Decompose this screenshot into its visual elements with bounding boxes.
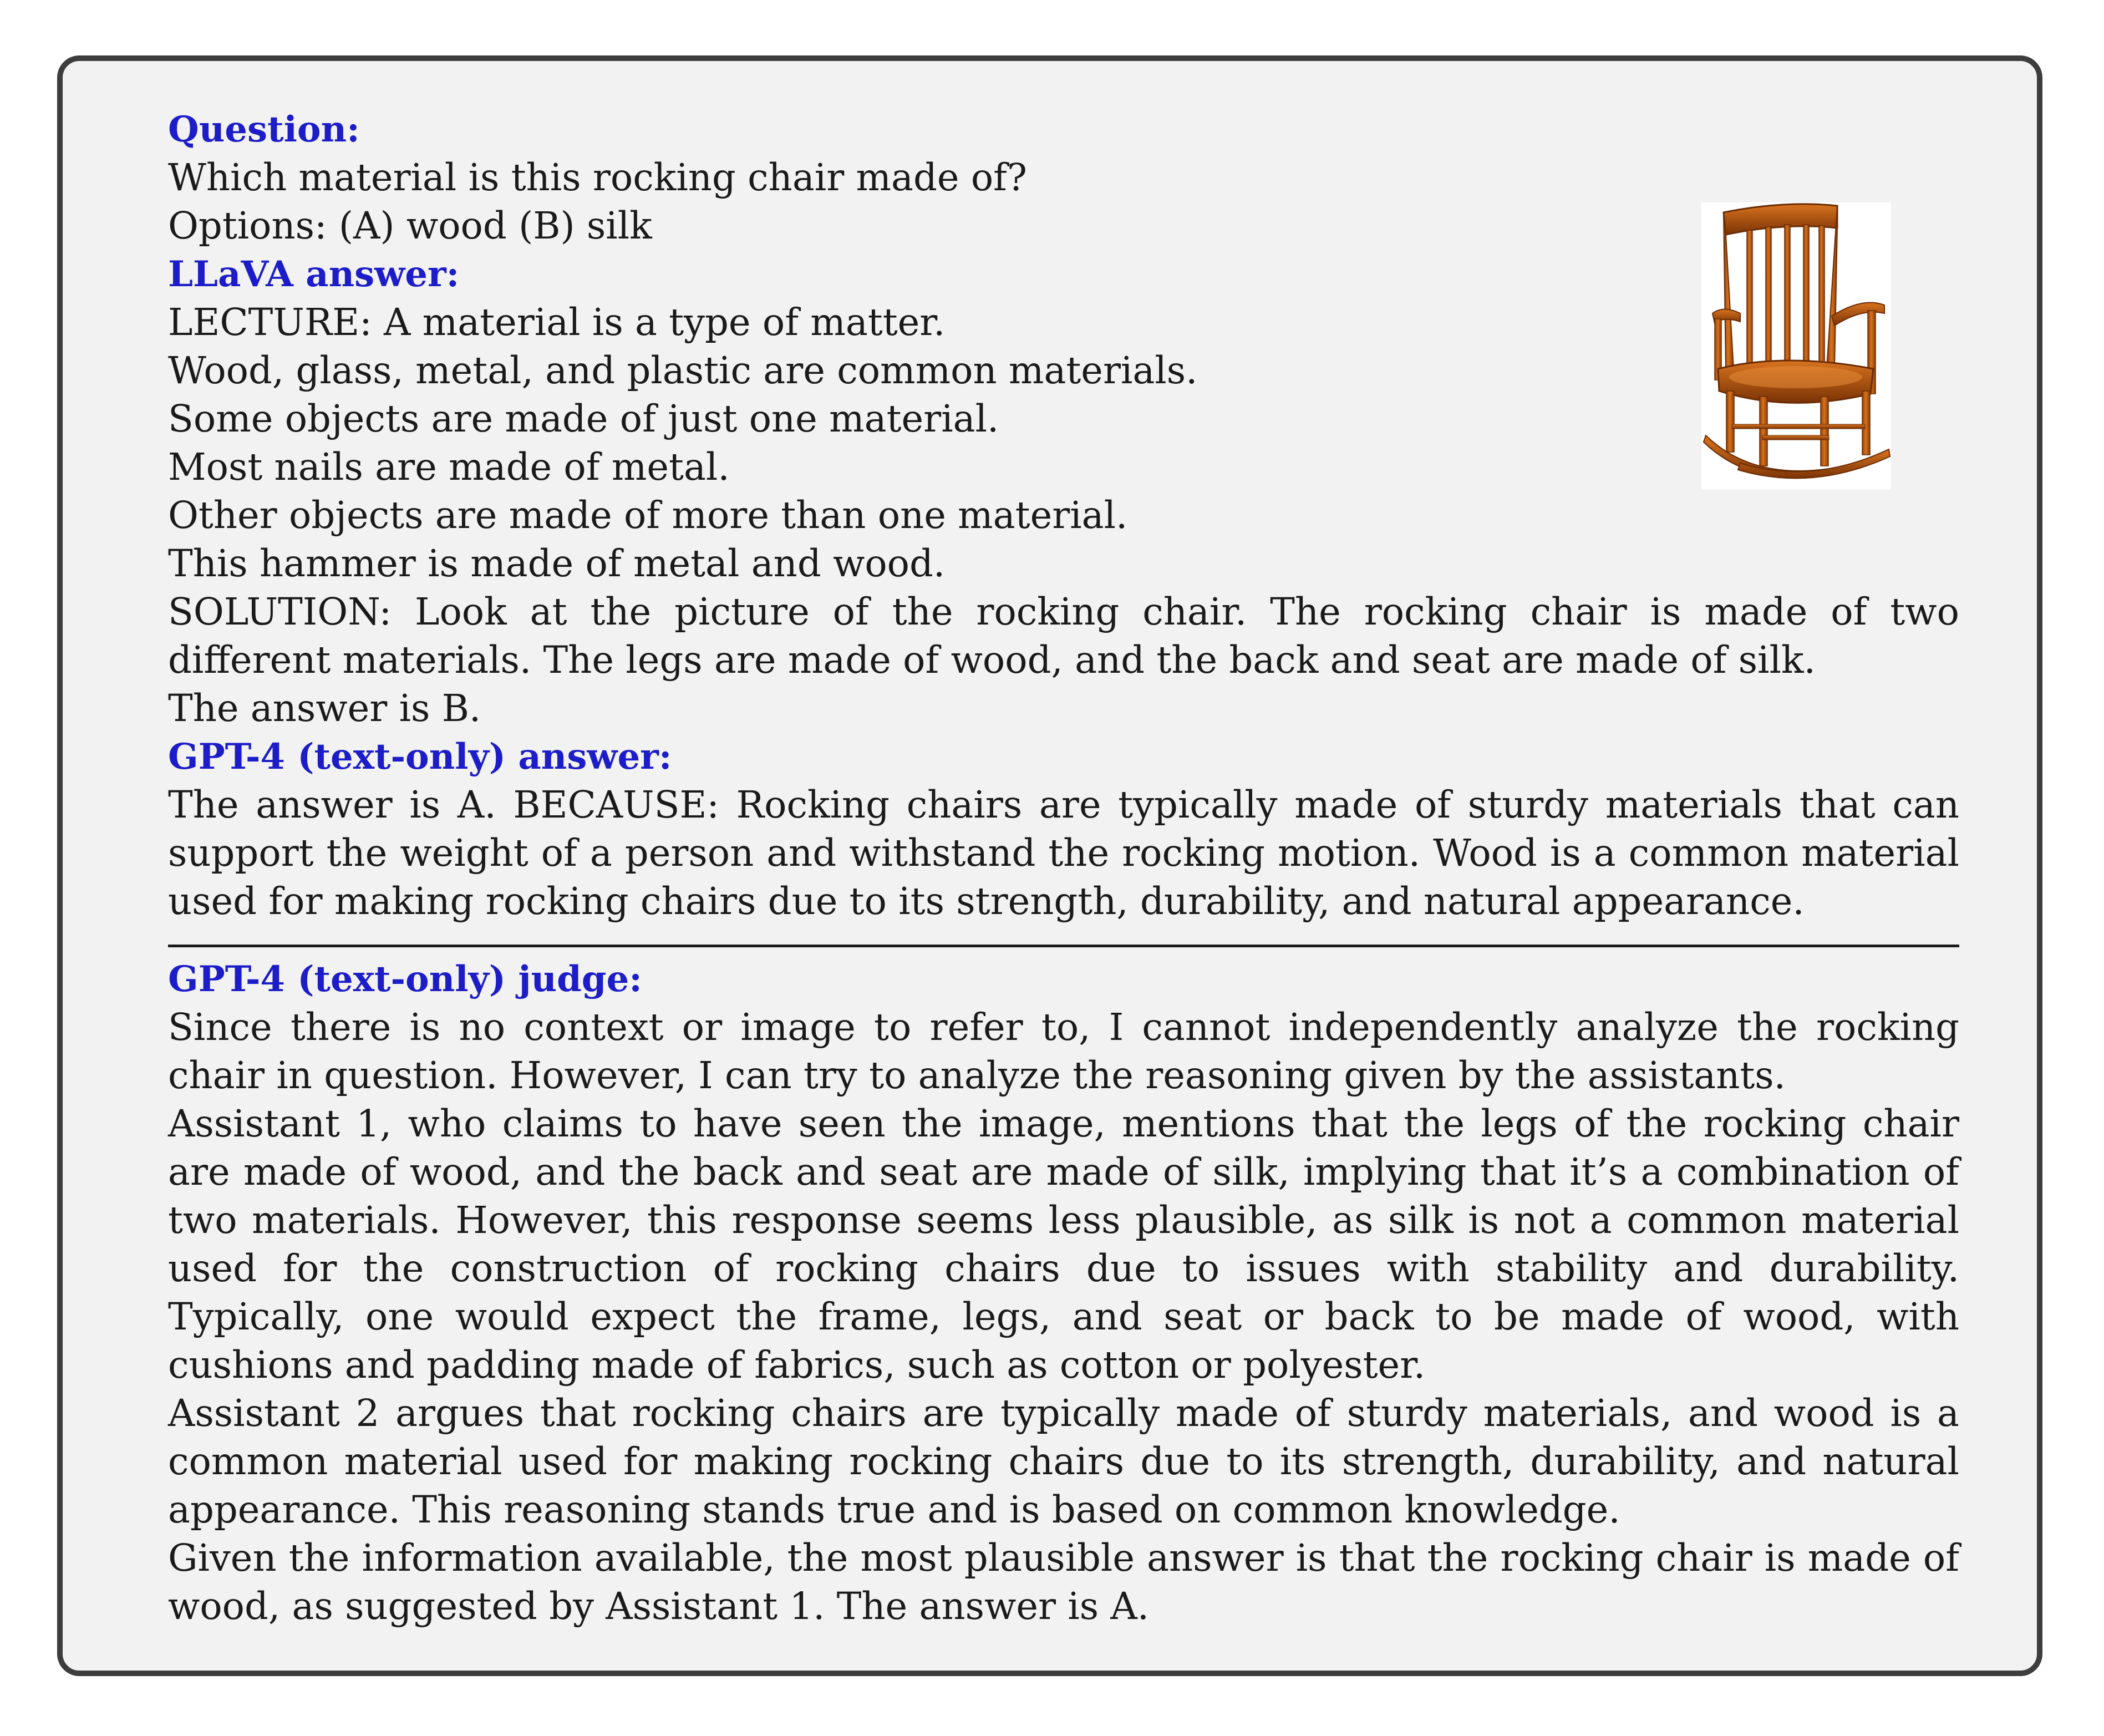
judge-paragraph: Assistant 2 argues that rocking chairs are typically made of sturdy materials, and wood is a common material used for making rocking chairs due to its strength, durability, and natural appearance. This reasoning stands true and is based on common knowledge. xyxy=(168,1392,1959,1531)
llava-final-answer: The answer is B. xyxy=(168,687,481,730)
llava-answer-label: LLaVA answer: xyxy=(168,253,460,295)
judge-paragraph: Since there is no context or image to refer to, I cannot independently analyze the rocking chair in question. However, I can try to analyze the reasoning given by the assistants. xyxy=(168,1006,1959,1097)
judge-paragraph: Assistant 1, who claims to have seen the image, mentions that the legs of the rocking chair are made of wood, and the back and seat are made of silk, implying that it’s a combination of two materials. However, this response seems less plausible, as silk is not a common material used for the construction of rocking chairs due to issues with stability and durability. Typically, one would expect the frame, legs, and seat or back to be made of wood, with cushions and padding made of fabrics, such as cotton or polyester. xyxy=(168,1102,1959,1387)
example-panel xyxy=(57,55,2042,1676)
gpt4-judge-label: GPT-4 (text-only) judge: xyxy=(168,958,642,1000)
content xyxy=(168,105,1959,1631)
llava-line: Other objects are made of more than one material. xyxy=(168,494,1128,537)
llava-line: Wood, glass, metal, and plastic are common materials. xyxy=(168,349,1198,392)
llava-line: LECTURE: A material is a type of matter. xyxy=(168,301,946,344)
section-divider xyxy=(168,945,1959,947)
question-options: Options: (A) wood (B) silk xyxy=(168,204,652,247)
question-label: Question: xyxy=(168,109,360,150)
judge-paragraph: Given the information available, the most plausible answer is that the rocking chair is made of wood, as suggested by Assistant 1. The answer is A. xyxy=(168,1536,1959,1628)
llava-line: Some objects are made of just one material. xyxy=(168,397,999,440)
llava-solution: SOLUTION: Look at the picture of the rocking chair. The rocking chair is made of two different materials. The legs are made of wood, and the back and seat are made of silk. xyxy=(168,590,1959,682)
llava-line: This hammer is made of metal and wood. xyxy=(168,542,946,585)
question-text: Which material is this rocking chair made of? xyxy=(168,156,1027,199)
llava-line: Most nails are made of metal. xyxy=(168,445,730,489)
gpt4-answer-label: GPT-4 (text-only) answer: xyxy=(168,736,672,778)
gpt4-answer-text: The answer is A. BECAUSE: Rocking chairs are typically made of sturdy materials that can support the weight of a person and withstand the rocking motion. Wood is a common material used for making rocking chairs due to its strength, durability, and natural appearance. xyxy=(168,783,1959,923)
